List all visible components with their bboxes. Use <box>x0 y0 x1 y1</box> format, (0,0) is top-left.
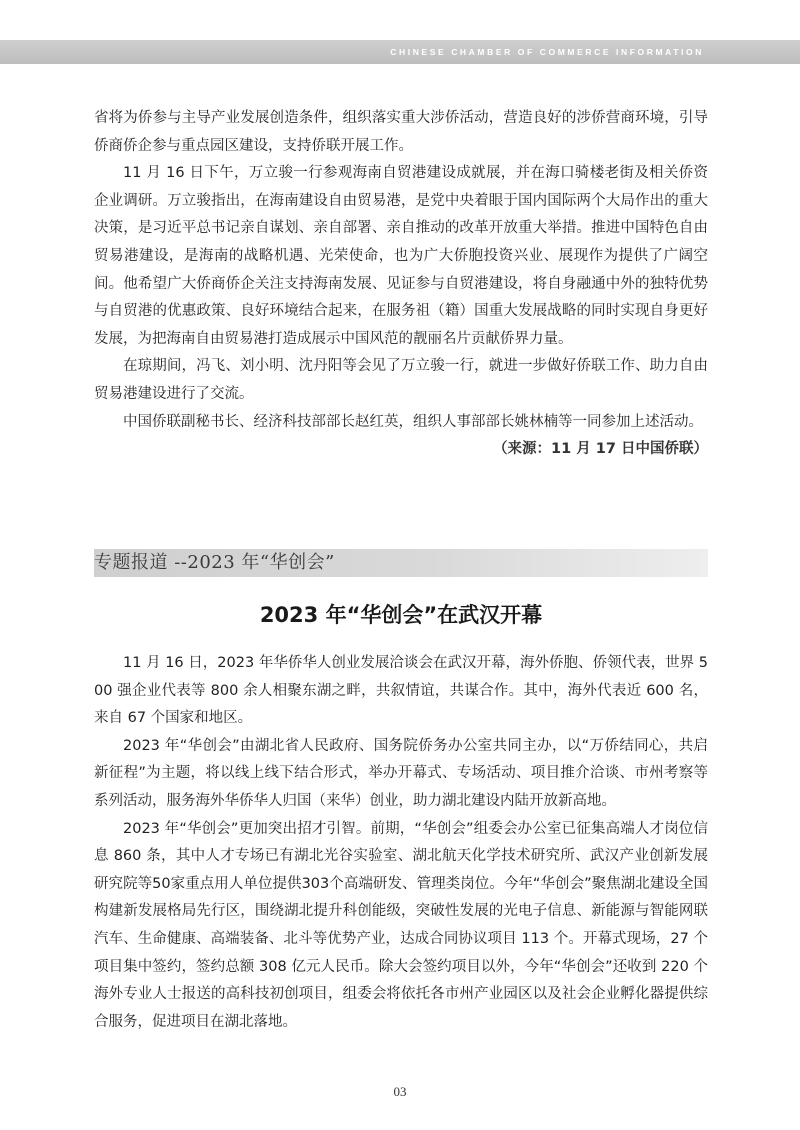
paragraph: 11 月 16 日下午，万立骏一行参观海南自贸港建设成就展，并在海口骑楼老街及相关侨资企业调研。万立骏指出，在海南建设自由贸易港，是党中央着眼于国内国际两个大局作出的重大决策，是习近平总书记亲自谋划、亲自部署、亲自推动的改革开放重大举措。推进中国特色自由贸易港建设，是海南的战略机遇、光荣使命，也为广大侨胞投资兴业、展现作为提供了广阔空间。他希望广大侨商侨企关注支持海南发展、见证参与自贸港建设，将自身融通中外的独特优势与自贸港的优惠政策、良好环境结合起来，在服务祖（籍）国重大发展战略的同时实现自身更好发展，为把海南自由贸易港打造成展示中国风范的靓丽名片贡献侨界力量。 <box>94 165 708 347</box>
paragraph: 2023 年“华创会”由湖北省人民政府、国务院侨务办公室共同主办，以“万侨结同心，共启新征程”为主题，将以线上线下结合形式，举办开幕式、专场活动、项目推介洽谈、市州考察等系列活动，服务海外华侨华人归国（来华）创业，助力湖北建设内陆开放新高地。 <box>94 737 708 809</box>
article-body <box>94 650 708 1036</box>
section-header-band <box>94 549 708 577</box>
paragraph: 中国侨联副秘书长、经济科技部部长赵红英，组织人事部部长姚林楠等一同参加上述活动。 <box>123 413 703 430</box>
previous-article-continuation <box>94 105 708 464</box>
paragraph: 11 月 16 日，2023 年华侨华人创业发展洽谈会在武汉开幕，海外侨胞、侨领代表，世界 500 强企业代表等 800 余人相聚东湖之畔，共叙情谊，共谋合作。其中，海外代表近 600 名，来自 67 个国家和地区。 <box>94 655 708 727</box>
source-citation: （来源：11 月 17 日中国侨联） <box>493 441 708 458</box>
section-title: 专题报道 --2023 年“华创会” <box>94 552 335 573</box>
paragraph: 2023 年“华创会”更加突出招才引智。前期，“华创会”组委会办公室已征集高端人才岗位信息 860 条，其中人才专场已有湖北光谷实验室、湖北航天化学技术研究所、武汉产业创新发展研究院等50家重点用人单位提供303个高端研发、管理类岗位。今年“华创会”聚焦湖北建设全国构建新发展格局先行区，围绕湖北提升科创能级，突破性发展的光电子信息、新能源与智能网联汽车、生命健康、高端装备、北斗等优势产业，达成合同协议项目 113 个。开幕式现场，27 个项目集中签约，签约总额 308 亿元人民币。除大会签约项目以外，今年“华创会”还收到 220 个海外专业人士报送的高科技初创项目，组委会将依托各市州产业园区以及社会企业孵化器提供综合服务，促进项目在湖北落地。 <box>94 820 708 1030</box>
paragraph: 省将为侨参与主导产业发展创造条件，组织落实重大涉侨活动，营造良好的涉侨营商环境，引导侨商侨企参与重点园区建设，支持侨联开展工作。 <box>94 110 708 154</box>
magazine-header-title: CHINESE CHAMBER OF COMMERCE INFORMATION <box>390 47 704 57</box>
header-band <box>0 40 800 64</box>
page-number: 03 <box>393 1084 407 1099</box>
article-title: 2023 年“华创会”在武汉开幕 <box>259 603 543 627</box>
paragraph: 在琼期间，冯飞、刘小明、沈丹阳等会见了万立骏一行，就进一步做好侨联工作、助力自由贸易港建设进行了交流。 <box>94 358 708 402</box>
